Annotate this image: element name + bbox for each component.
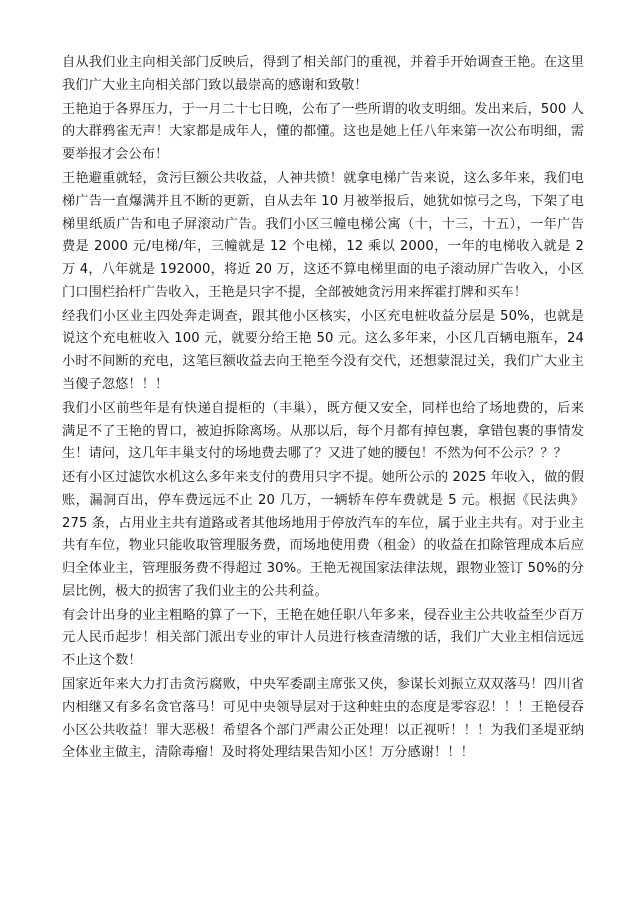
paragraph: 还有小区过滤饮水机这么多年来支付的费用只字不提。她所公示的 2025 年收入，做的假账，漏洞百出，停车费远远不止 20 几万，一辆轿车停车费就是 5 元。根据《民法典》275 条，占用业主共有道路或者其他场地用于停放汽车的车位，属于业主共有。对于业主共有车位，物业只能收取管理服务费，而场地使用费（租金）的收益在扣除管理成本后应归全体业主，管理服务费不得超过 30%。王艳无视国家法律法规，跟物业签订 50%的分层比例，极大的损害了我们业主的公共利益。 <box>62 470 584 599</box>
paragraph: 自从我们业主向相关部门反映后，得到了相关部门的重视，并着手开始调查王艳。在这里我们广大业主向相关部门致以最崇高的感谢和致敬！ <box>62 55 584 93</box>
paragraph: 王艳迫于各界压力，于一月二十七日晚，公布了一些所谓的收支明细。发出来后，500 人的大群鸦雀无声！大家都是成年人，懂的都懂。这也是她上任八年来第一次公布明细，需要举报才会公布！ <box>62 101 584 163</box>
paragraph: 国家近年来大力打击贪污腐败，中央军委副主席张又侠，参谋长刘振立双双落马！四川省内相继又有多名贪官落马！可见中央领导层对于这种蛀虫的态度是零容忍！！！王艳侵吞小区公共收益！罪大恶极！希望各个部门严肃公正处理！以正视听！！！为我们圣堤亚纳全体业主做主，清除毒瘤！及时将处理结果告知小区！万分感谢！！！ <box>62 677 584 761</box>
paragraph: 经我们小区业主四处奔走调查，跟其他小区核实，小区充电桩收益分层是 50%，也就是说这个充电桩收入 100 元，就要分给王艳 50 元。这么多年来，小区几百辆电瓶车，24 小时不间断的充电，这笔巨额收益去向王艳至今没有交代，还想蒙混过关，我们广大业主当傻子忽悠！！！ <box>62 308 584 392</box>
paragraph: 王艳避重就轻，贪污巨额公共收益，人神共愤！就拿电梯广告来说，这么多年来，我们电梯广告一直爆满并且不断的更新，自从去年 10 月被举报后，她犹如惊弓之鸟，下架了电梯里纸质广告和电子屏滚动广告。我们小区三幢电梯公寓（十，十三，十五），一年广告费是 2000 元/电梯/年，三幢就是 12 个电梯，12 乘以 2000，一年的电梯收入就是 2 万 4，八年就是 192000，将近 20 万，这还不算电梯里面的电子滚动屏广告收入，小区门口围栏抬杆广告收入，王艳是只字不提，全部被她贪污用来挥霍打牌和买车！ <box>62 171 584 300</box>
paragraph: 我们小区前些年是有快递自提柜的（丰巢），既方便又安全，同样也给了场地费的，后来满足不了王艳的胃口，被迫拆除离场。从那以后，每个月都有掉包裹，拿错包裹的事情发生！请问，这几年丰巢支付的场地费去哪了？又进了她的腰包！不然为何不公示？？？ <box>62 400 584 462</box>
paragraph: 有会计出身的业主粗略的算了一下，王艳在她任职八年多来，侵吞业主公共收益至少百万元人民币起步！相关部门派出专业的审计人员进行核查清缴的话，我们广大业主相信远远不止这个数！ <box>62 607 584 669</box>
document-body <box>62 52 584 765</box>
